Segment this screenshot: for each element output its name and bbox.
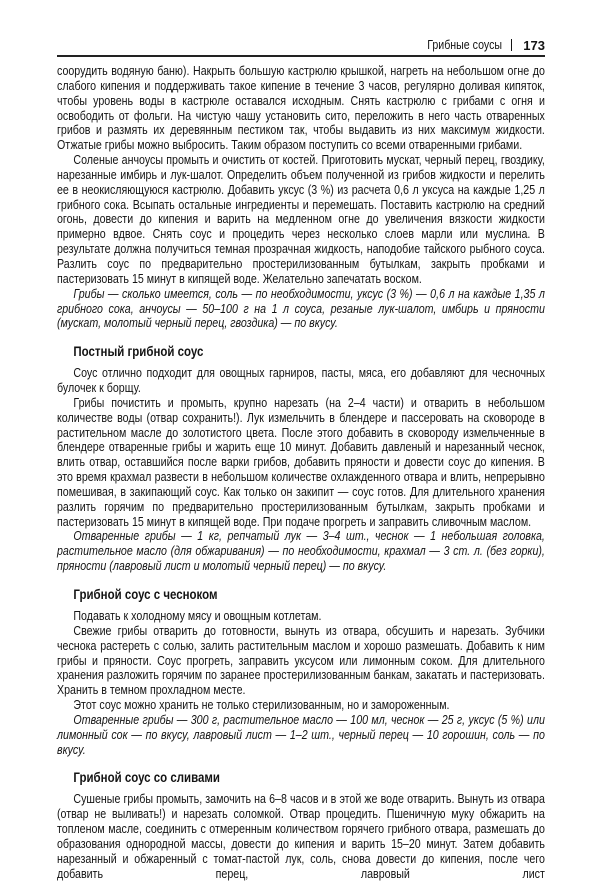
body-paragraph: Соленые анчоусы промыть и очистить от костей. Приготовить мускат, черный перец, гвоздику, нарезанные имбирь и лук-шалот. Определить объем полученной из грибов жидкости и перелить ее в неокисляющуюся кастрюлю. Добавить уксус (3 %) из расчета 0,6 л уксуса на каждые 1,25 л грибного сока. Всыпать остальные ингредиенты и перемешать. Поставить кастрюлю на средний огонь, довести до кипения и варить на медленном огне до увеличения вязкости жидкости примерно вдвое. Снять соус и процедить через несколько слоев марли или муслина. В результате должна получиться темная прозрачная жидкость, наподобие тайского рыбного соуса. Разлить соус по предварительно простерилизованным бутылкам, закрыть пробками и пастеризовать 15 минут в кипящей воде. Желательно запечатать воском. — [57, 152, 545, 286]
ingredients-paragraph: Отваренные грибы — 1 кг, репчатый лук — 3–4 шт., чеснок — 1 небольшая головка, растительное масло (для обжаривания) — по необходимости, крахмал — 3 ст. л. (без горки), пряности (лавровый лист и молотый черный перец) — по вкусу. — [57, 528, 545, 574]
text-column — [57, 64, 545, 882]
page-number: 173 — [523, 37, 545, 53]
running-header-title: Грибные соусы — [426, 38, 502, 52]
running-header — [57, 36, 545, 54]
ingredients-paragraph: Отваренные грибы — 300 г, растительное масло — 100 мл, чеснок — 25 г, уксус (5 %) или лимонный сок — по вкусу, лавровый лист — 1–2 шт., черный перец — 10 горошин, соль — по вкусу. — [57, 711, 545, 757]
header-rule — [57, 55, 545, 57]
body-paragraph: Соус отлично подходит для овощных гарниров, пасты, мяса, его добавляют для чесночных булочек к борщу. — [57, 365, 545, 396]
recipe-heading: Грибной соус со сливами — [73, 769, 220, 786]
page-body — [57, 64, 545, 882]
body-paragraph: Грибы почистить и промыть, крупно нарезать (на 2–4 части) и отварить в небольшом количестве воды (отвар сохранить!). Лук измельчить в блендере и пассеровать на сковороде в растительном масле до золотистого цвета. После этого добавить в сковороду измельченные в блендере отваренные грибы и жарить еще 10 минут. Добавить давленый и нарезанный чеснок, влить отвар, оставшийся после варки грибов, добавить пряности и довести соус до кипения. В это время крахмал развести в небольшом количестве охлажденного отвара и влить, непрерывно помешивая, в закипающий соус. Как только он закипит — соус готов. Для длительного хранения разлить горячим по предварительно простерилизованным бутылкам, закрыть пробками и пастеризовать 15 минут в кипящей воде. При подаче прогреть и заправить сливочным маслом. — [57, 394, 545, 529]
header-separator — [511, 39, 513, 51]
body-paragraph: Этот соус можно хранить не только стерилизованным, но и замороженным. — [73, 697, 450, 713]
body-paragraph: Сушеные грибы промыть, замочить на 6–8 часов и в этой же воде отварить. Вынуть из отвара (отвар не выливать!) и нарезать соломкой. Отвар процедить. Пшеничную муку обжарить на топленом масле, соединить с отмеренным количеством горячего грибного отвара, размешать до образования однородной массы, довести до кипения и варить 15–20 минут. Затем добавить нарезанный и обжаренный с томат-пастой лук, соль, снова довести до кипения, после чего добавить перец, лавровый лист — [57, 791, 545, 881]
ingredients-paragraph: Грибы — сколько имеется, соль — по необходимости, уксус (3 %) — 0,6 л на каждые 1,35 л грибного сока, анчоусы — 50–100 г на 1 л соуса, резаные лук-шалот, имбирь и пряности (мускат, молотый черный перец, гвоздика) — по вкусу. — [57, 285, 545, 331]
body-paragraph: соорудить водяную баню). Накрыть большую кастрюлю крышкой, нагреть на небольшом огне до слабого кипения и поддерживать такое кипение в течение 3 часов, регулярно доливая кипяток, чтобы уровень воды в кастрюле оставался исходным. Снять кастрюлю с грибами с огня и освободить от фольги. На чистую чашу установить сито, переложить в него часть отваренных грибов и размять их деревянным пестиком так, чтобы выдавить из них максимум жидкости. Отжатые грибы можно выбросить. Таким образом поступить со всеми отваренными грибами. — [57, 63, 545, 153]
body-paragraph: Свежие грибы отварить до готовности, вынуть из отвара, обсушить и нарезать. Зубчики чеснока растереть с солью, залить растительным маслом и хорошо размешать. Добавить к ним грибы и пряности. Соус прогреть, заправить уксусом или лимонным соком. Для длительного хранения разложить горячим по заранее простерилизованным банкам, закатать и пастеризовать. Хранить в темном прохладном месте. — [57, 622, 545, 698]
recipe-heading: Постный грибной соус — [73, 343, 204, 360]
body-paragraph: Подавать к холодному мясу и овощным котлетам. — [73, 608, 322, 623]
recipe-heading: Грибной соус с чесноком — [73, 586, 218, 602]
